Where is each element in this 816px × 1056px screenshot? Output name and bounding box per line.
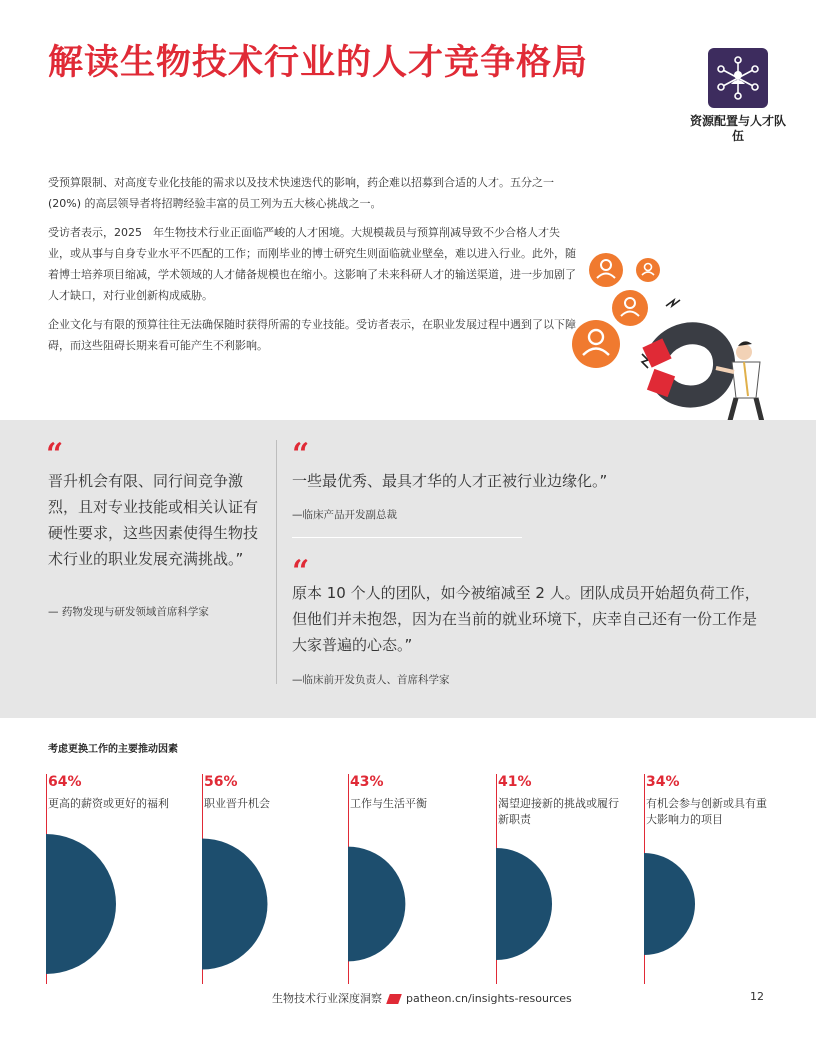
quote-text: 一些最优秀、最具才华的人才正被行业边缘化。” <box>292 472 608 490</box>
person-icon <box>589 253 623 287</box>
page-number: 12 <box>750 990 764 1003</box>
category-label: 更高的薪资或更好的福利 <box>48 797 169 810</box>
footer-link[interactable]: patheon.cn/insights-resources <box>406 992 572 1005</box>
bar-mark <box>496 848 552 960</box>
badge-label: 资源配置与人才队伍 <box>690 114 787 143</box>
bar-mark-svg <box>644 770 744 990</box>
footer-publication <box>272 990 572 1006</box>
bar-mark <box>644 853 695 955</box>
bar-mark <box>348 847 405 962</box>
bar-mark <box>46 834 116 974</box>
body-paragraph: 企业文化与有限的预算往往无法确保随时获得所需的专业技能。受访者表示，在职业发展过程中遇到了以下障碍，而这些阻碍长期来看可能产生不利影响。 <box>48 318 576 352</box>
chart-column <box>638 770 778 990</box>
bar-mark-svg <box>496 770 596 990</box>
divider <box>276 440 277 684</box>
person-icon <box>636 258 660 282</box>
publication-name: 生物技术行业深度洞察 <box>272 992 382 1005</box>
quote-attribution: —临床产品开发副总裁 <box>292 509 397 521</box>
intro-paragraph: 受预算限制、对高度专业化技能的需求以及技术快速迭代的影响，药企难以招募到合适的人才。五分之一 (20%) 的高层领导者将招聘经验丰富的员工列为五大核心挑战之一。 <box>48 176 554 210</box>
category-label: 渴望迎接新的挑战或履行新职责 <box>498 797 619 826</box>
quote-attribution: —临床前开发负责人、首席科学家 <box>292 674 450 686</box>
chart-column <box>342 770 482 990</box>
data-label: 56% <box>204 774 238 790</box>
quote-text: 原本 10 个人的团队，如今被缩减至 2 人。团队成员开始超负荷工作，但他们并未抱怨，因为在当前的就业环境下，庆幸自己还有一份工作是大家普遍的心态。” <box>292 584 760 654</box>
chart-title: 考虑更换工作的主要推动因素 <box>48 744 178 755</box>
quote-mark-icon: “ <box>46 437 64 472</box>
chart-column <box>196 770 336 990</box>
quote-mark-icon: “ <box>292 554 310 589</box>
divider <box>292 537 522 538</box>
data-label: 43% <box>350 774 384 790</box>
person-icon <box>612 290 648 326</box>
bar-mark-svg <box>46 770 146 990</box>
bar-mark-svg <box>348 770 448 990</box>
slash-icon <box>386 994 402 1004</box>
data-label: 64% <box>48 774 82 790</box>
chart-column <box>490 770 630 990</box>
quote-attribution: — 药物发现与研发领域首席科学家 <box>48 606 209 618</box>
bar-mark-svg <box>202 770 302 990</box>
body-paragraph: 受访者表示，2025 年生物技术行业正面临严峻的人才困境。大规模裁员与预算削减导致不少合格人才失业，或从事与自身专业水平不匹配的工作；而刚毕业的博士研究生则面临就业壁垒，难以进入行业。此外，随着博士培养项目缩减，学术领域的人才储备规模也在缩小。这影响了未来科研人才的输送渠道，进一步加剧了人才缺口，对行业创新构成威胁。 <box>48 226 576 302</box>
data-label: 34% <box>646 774 680 790</box>
page-title: 解读生物技术行业的人才竞争格局 <box>48 43 589 83</box>
quote-mark-icon: “ <box>292 437 310 472</box>
chart-column <box>40 770 180 990</box>
person-icon <box>572 320 620 368</box>
magnet-illustration <box>566 236 786 448</box>
network-people-icon <box>708 48 768 108</box>
category-label: 工作与生活平衡 <box>350 797 427 810</box>
category-label: 职业晋升机会 <box>204 797 270 810</box>
quote-text: 晋升机会有限、同行间竞争激烈，且对专业技能或相关认证有硬性要求，这些因素使得生物技术行业的职业发展充满挑战。” <box>48 472 259 568</box>
category-label: 有机会参与创新或具有重大影响力的项目 <box>646 797 767 826</box>
data-label: 41% <box>498 774 532 790</box>
bar-mark <box>202 839 267 970</box>
